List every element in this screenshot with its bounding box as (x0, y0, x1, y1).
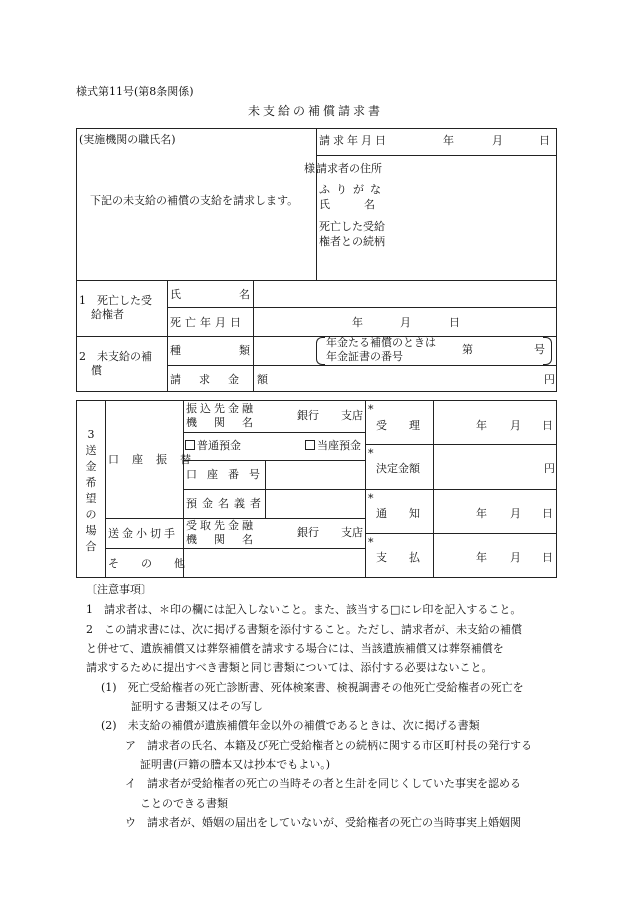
claimant-name-label (319, 198, 409, 212)
section3-char: 金 (85, 460, 97, 473)
request-day[interactable]: 日 (539, 134, 550, 147)
amount-yen: 円 (544, 373, 555, 386)
check-label: 送金小切手 (108, 527, 178, 540)
payment-asterisk: * (368, 536, 374, 549)
death-year[interactable]: 年 (352, 316, 363, 329)
form-number: 様式第11号(第8条関係) (76, 85, 194, 98)
note-line: ことのできる書類 (140, 797, 228, 810)
note-line: 証明書(戸籍の謄本又は抄本でもよい。) (140, 758, 331, 771)
amount-label: 請求金額 (170, 373, 286, 386)
decision-yen: 円 (544, 462, 555, 475)
notice-day[interactable]: 日 (542, 507, 553, 520)
payment-year[interactable]: 年 (476, 551, 487, 564)
section1-label-2: 給権者 (91, 308, 124, 321)
form-title: 未支給の補償請求書 (248, 104, 384, 118)
recv-bank-word: 銀行 (297, 526, 319, 539)
note-line: イ 請求者が受給権者の死亡の当時その者と生計を同じくしていた事実を認める (125, 777, 521, 790)
decision-asterisk: * (368, 447, 374, 460)
notice-asterisk: * (368, 492, 374, 505)
receipt-day[interactable]: 日 (542, 419, 553, 432)
note-line: と併せて、遺族補償又は葬祭補償を請求する場合には、当該遺族補償又は葬祭補償を (86, 642, 504, 655)
request-date-label: 請求年月日 (319, 134, 389, 147)
recv-branch-word: 支店 (341, 526, 363, 539)
other-label: その他 (108, 557, 207, 570)
payment-month[interactable]: 月 (510, 551, 521, 564)
bank-label-2: 機関名 (186, 416, 270, 429)
section2-label-2: 償 (91, 364, 102, 377)
section3-char: 場 (85, 524, 97, 537)
death-date-label: 死亡年月日 (170, 316, 245, 329)
address-label: 請求者の住所 (316, 162, 382, 175)
section3-char: 望 (85, 492, 97, 505)
death-day[interactable]: 日 (449, 316, 460, 329)
section3-label (84, 427, 98, 555)
bank-word: 銀行 (297, 409, 319, 422)
recv-bank-label-2: 機関名 (186, 533, 270, 546)
honorific: 様 (304, 162, 315, 175)
account-holder-label: 預金名義者 (186, 497, 266, 510)
notice-label: 通知 (376, 507, 442, 520)
section3-char: 3 (87, 428, 95, 441)
note-line: ウ 請求者が、婚姻の届出をしていないが、受給権者の死亡の当時事実上婚姻関 (125, 816, 521, 829)
notes-heading: 〔注意事項〕 (86, 583, 152, 596)
receipt-month[interactable]: 月 (510, 419, 521, 432)
request-year[interactable]: 年 (443, 134, 454, 147)
agency-label: (実施機関の職氏名) (79, 133, 176, 146)
deceased-name-label: 氏名 (170, 288, 308, 301)
section2-label-1: 2 未支給の補 (79, 350, 152, 363)
current-label: 当座預金 (317, 439, 361, 452)
death-month[interactable]: 月 (400, 316, 411, 329)
section3-char: 送 (85, 444, 97, 457)
transfer-label: 口座振替 (108, 453, 204, 466)
current-checkbox[interactable] (305, 439, 361, 453)
section1-label-1: 1 死亡した受 (79, 294, 152, 307)
claimant-name-label-text: 氏名 (319, 198, 409, 211)
pension-go: 号 (534, 343, 545, 356)
note-line: (1) 死亡受給権者の死亡診断書、死体検案書、検視調書その他死亡受給権者の死亡を (101, 681, 524, 694)
receipt-year[interactable]: 年 (476, 419, 487, 432)
note-line: 1 請求者は、＊印の欄には記入しないこと。また、該当する□にレ印を記入すること。 (86, 603, 522, 616)
section3-char: 合 (85, 540, 97, 553)
recv-bank-label-1: 受取先金融 (186, 519, 256, 532)
note-line: 証明する書類又はその写し (131, 700, 263, 713)
type-label: 種類 (170, 344, 308, 357)
relation-label-1: 死亡した受給 (319, 220, 385, 233)
request-month[interactable]: 月 (492, 134, 503, 147)
receipt-asterisk: * (368, 403, 374, 416)
section3-char: 希 (85, 476, 97, 489)
notice-month[interactable]: 月 (510, 507, 521, 520)
note-line: 請求するために提出すべき書類と同じ書類については、添付する必要はないこと。 (86, 661, 493, 674)
payment-label: 支払 (376, 551, 442, 564)
ordinary-checkbox[interactable] (185, 439, 241, 453)
receipt-label: 受理 (376, 419, 442, 432)
bank-label-1: 振込先金融 (186, 402, 256, 415)
account-number-label: 口座番号 (186, 468, 270, 481)
payment-day[interactable]: 日 (542, 551, 553, 564)
note-line: ア 請求者の氏名、本籍及び死亡受給権者との続柄に関する市区町村長の発行する (125, 739, 532, 752)
request-text: 下記の未支給の補償の支給を請求します。 (90, 194, 299, 207)
relation-label-2: 権者との続柄 (319, 235, 385, 248)
note-line: 2 この請求書には、次に掲げる書類を添付すること。ただし、請求者が、未支給の補償 (86, 623, 522, 636)
decision-label: 決定金額 (376, 462, 420, 475)
pension-dai: 第 (462, 343, 473, 356)
furigana-label: ふりがな (319, 183, 387, 196)
branch-word: 支店 (341, 409, 363, 422)
notice-year[interactable]: 年 (476, 507, 487, 520)
section3-char: の (85, 508, 97, 521)
ordinary-label: 普通預金 (197, 439, 241, 452)
pension-note-2: 年金証書の番号 (326, 350, 403, 363)
pension-note-1: 年金たる補償のときは (326, 336, 436, 349)
note-line: (2) 未支給の補償が遺族補償年金以外の補償であるときは、次に掲げる書類 (101, 719, 480, 732)
